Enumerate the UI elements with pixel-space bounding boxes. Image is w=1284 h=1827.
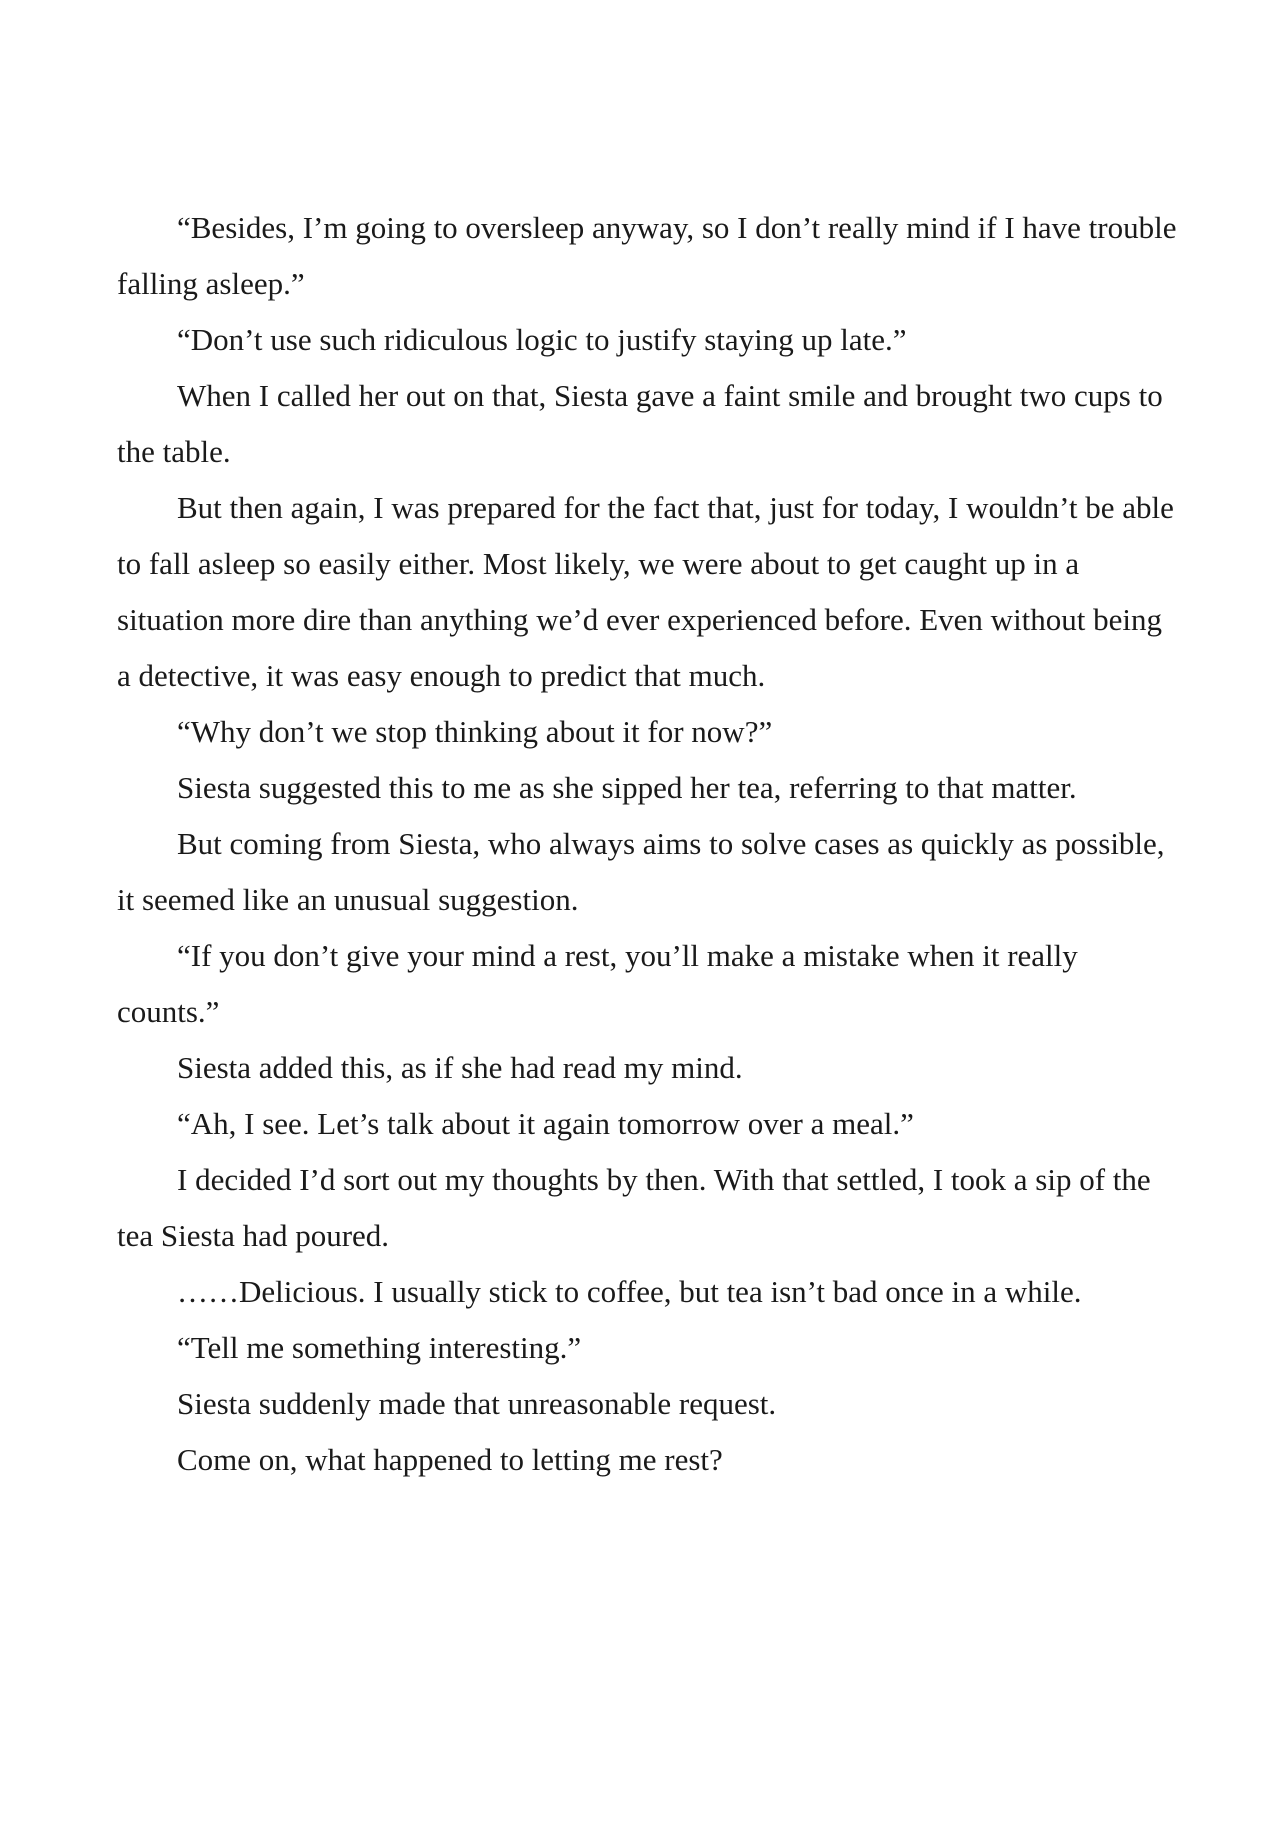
- paragraph: ……Delicious. I usually stick to coffee, but tea isn’t bad once in a while.: [177, 1274, 1082, 1309]
- paragraph: “Besides, I’m going to oversleep anyway, so I don’t really mind if I have trouble falling asleep.”: [117, 210, 1177, 301]
- paragraph: Siesta added this, as if she had read my mind.: [177, 1050, 743, 1085]
- paragraph: I decided I’d sort out my thoughts by then. With that settled, I took a sip of the tea Siesta had poured.: [117, 1162, 1151, 1253]
- paragraph: “Tell me something interesting.”: [177, 1330, 582, 1365]
- paragraph: “If you don’t give your mind a rest, you’ll make a mistake when it really counts.”: [117, 938, 1078, 1029]
- paragraph: When I called her out on that, Siesta gave a faint smile and brought two cups to the table.: [117, 378, 1163, 469]
- paragraph: Siesta suddenly made that unreasonable request.: [177, 1386, 777, 1421]
- page-body: [117, 200, 1177, 1488]
- paragraph: Siesta suggested this to me as she sipped her tea, referring to that matter.: [177, 770, 1077, 805]
- paragraph: “Why don’t we stop thinking about it for now?”: [177, 714, 773, 749]
- paragraph: “Ah, I see. Let’s talk about it again tomorrow over a meal.”: [177, 1106, 914, 1141]
- paragraph: But then again, I was prepared for the fact that, just for today, I wouldn’t be able to fall asleep so easily either. Most likely, we were about to get caught up in a situation more dire than anything we’d ever experienced before. Even without being a detective, it was easy enough to predict that much.: [117, 490, 1174, 693]
- paragraph: “Don’t use such ridiculous logic to justify staying up late.”: [177, 322, 907, 357]
- paragraph: Come on, what happened to letting me rest?: [177, 1442, 723, 1477]
- paragraph: But coming from Siesta, who always aims to solve cases as quickly as possible, it seemed like an unusual suggestion.: [117, 826, 1165, 917]
